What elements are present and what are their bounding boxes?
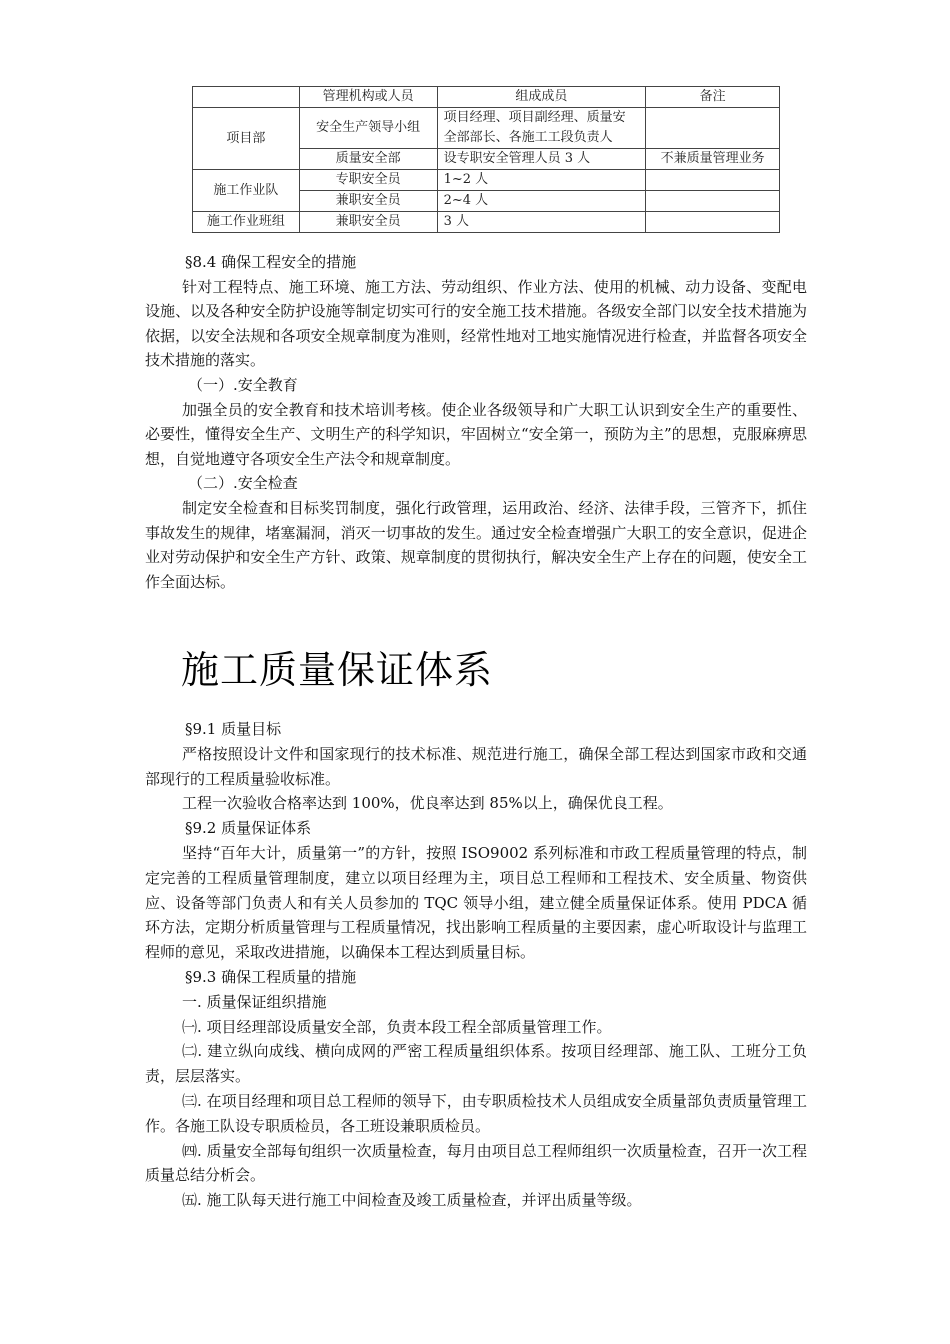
paragraph: 工程一次验收合格率达到 100%，优良率达到 85%以上，确保优良工程。 bbox=[182, 794, 673, 813]
subsection-heading: （二）.安全检查 bbox=[188, 474, 298, 493]
list-item: ㈢. 在项目经理和项目总工程师的领导下，由专职质检技术人员组成安全质量部负责质量管理工作。各施工队设专职质检员，各工班设兼职质检员。 bbox=[145, 1091, 807, 1135]
paragraph: 坚持“百年大计，质量第一”的方针，按照 ISO9002 系列标准和市政工程质量管理的特点，制定完善的工程质量管理制度，建立以项目经理为主，项目总工程师和工程技术、安全质量、物资供应、设备等部门负责人和有关人员参加的 TQC 领导小组，建立健全质量保证体系。使用 PDCA 循环方法，定期分析质量管理与工程质量情况，找出影响工程质量的主要因素，虚心听取设计与监理工程师的意见，采取改进措施，以确保本工程达到质量目标。 bbox=[145, 843, 807, 962]
table-cell: 不兼质量管理业务 bbox=[646, 149, 780, 170]
chapter-title: 施工质量保证体系 bbox=[181, 648, 494, 692]
cell-line: 全部部长、各施工工段负责人 bbox=[443, 130, 613, 145]
table-cell: 兼职安全员 bbox=[299, 212, 437, 233]
table-cell: 1~2 人 bbox=[437, 170, 646, 191]
table-cell: 兼职安全员 bbox=[299, 191, 437, 212]
paragraph: 严格按照设计文件和国家现行的技术标准、规范进行施工，确保全部工程达到国家市政和交通部现行的工程质量验收标准。 bbox=[145, 744, 807, 788]
paragraph: 加强全员的安全教育和技术培训考核。使企业各级领导和广大职工认识到安全生产的重要性、必要性，懂得安全生产、文明生产的科学知识，牢固树立“安全第一，预防为主”的思想，克服麻痹思想，自觉地遵守各项安全生产法令和规章制度。 bbox=[145, 400, 807, 468]
quality-system-section bbox=[145, 717, 807, 1213]
table-cell: 专职安全员 bbox=[299, 170, 437, 191]
list-item: ㈠. 项目经理部设质量安全部，负责本段工程全部质量管理工作。 bbox=[182, 1017, 612, 1036]
table-cell: 3 人 bbox=[437, 212, 646, 233]
section-heading: §9.1 质量目标 bbox=[185, 720, 282, 738]
table-cell bbox=[646, 191, 780, 212]
table-row bbox=[193, 108, 780, 149]
table-cell bbox=[646, 108, 780, 149]
section-heading: §8.4 确保工程安全的措施 bbox=[185, 253, 357, 271]
table-cell: 2~4 人 bbox=[437, 191, 646, 212]
list-item: ㈣. 质量安全部每旬组织一次质量检查，每月由项目总工程师组织一次质量检查，召开一次工程质量总结分析会。 bbox=[145, 1141, 807, 1185]
table-cell bbox=[646, 170, 780, 191]
table-header-cell bbox=[193, 87, 300, 108]
table-cell: 安全生产领导小组 bbox=[299, 108, 437, 149]
table-cell: 质量安全部 bbox=[299, 149, 437, 170]
table-header-cell: 管理机构或人员 bbox=[299, 87, 437, 108]
table-cell bbox=[437, 108, 646, 149]
safety-measures-section bbox=[145, 250, 807, 594]
subsection-heading: 一. 质量保证组织措施 bbox=[182, 992, 327, 1011]
table-cell: 施工作业班组 bbox=[193, 212, 300, 233]
cell-line: 项目经理、项目副经理、质量安 bbox=[443, 110, 626, 125]
safety-organization-table bbox=[192, 86, 780, 233]
table-row bbox=[193, 170, 780, 191]
table-cell: 项目部 bbox=[193, 108, 300, 170]
paragraph: 制定安全检查和目标奖罚制度，强化行政管理，运用政治、经济、法律手段，三管齐下，抓住事故发生的规律，堵塞漏洞，消灭一切事故的发生。通过安全检查增强广大职工的安全意识，促进企业对劳动保护和安全生产方针、政策、规章制度的贯彻执行，解决安全生产上存在的问题，使安全工作全面达标。 bbox=[145, 498, 807, 591]
table-header-cell: 组成成员 bbox=[437, 87, 646, 108]
table-cell: 施工作业队 bbox=[193, 170, 300, 212]
list-item: ㈡. 建立纵向成线、横向成网的严密工程质量组织体系。按项目经理部、施工队、工班分工负责，层层落实。 bbox=[145, 1042, 807, 1086]
section-heading: §9.2 质量保证体系 bbox=[185, 819, 312, 838]
subsection-heading: （一）.安全教育 bbox=[188, 375, 298, 394]
table-cell: 设专职安全管理人员 3 人 bbox=[437, 149, 646, 170]
table-cell bbox=[646, 212, 780, 233]
list-item: ㈤. 施工队每天进行施工中间检查及竣工质量检查，并评出质量等级。 bbox=[182, 1191, 642, 1210]
paragraph: 针对工程特点、施工环境、施工方法、劳动组织、作业方法、使用的机械、动力设备、变配电设施、以及各种安全防护设施等制定切实可行的安全施工技术措施。各级安全部门以安全技术措施为依据，以安全法规和各项安全规章制度为准则，经常性地对工地实施情况进行检查，并监督各项安全技术措施的落实。 bbox=[145, 277, 807, 370]
table-header-cell: 备注 bbox=[646, 87, 780, 108]
section-heading: §9.3 确保工程质量的措施 bbox=[185, 967, 357, 986]
table-row bbox=[193, 212, 780, 233]
table-header-row bbox=[193, 87, 780, 108]
